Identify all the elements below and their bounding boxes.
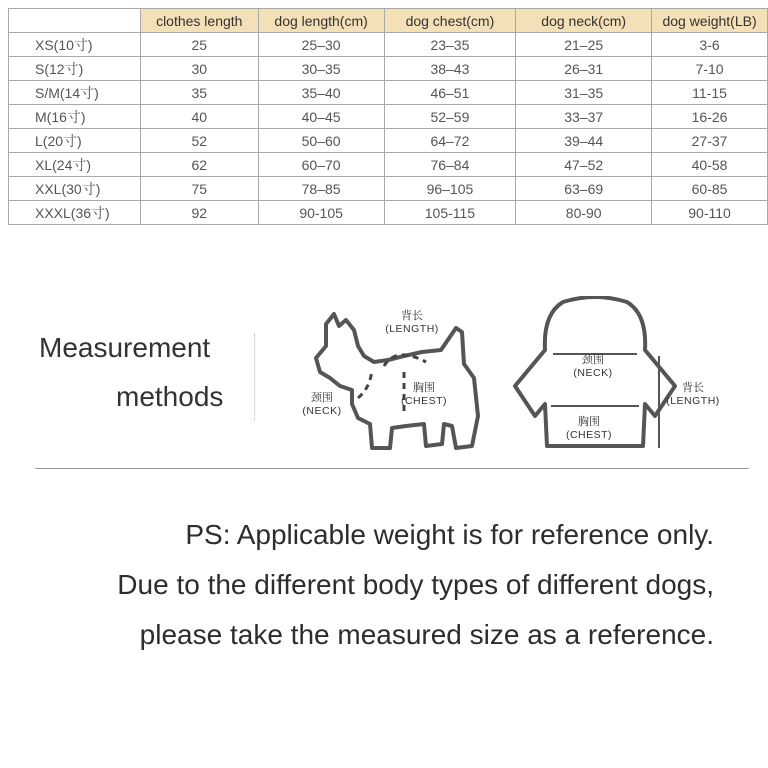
dog-weight-cell: 60-85 [652, 177, 768, 201]
table-row [9, 33, 768, 57]
dog-neck-cell: 80-90 [516, 201, 652, 225]
note-line-1: PS: Applicable weight is for reference only. [185, 519, 714, 550]
horizontal-divider [35, 468, 749, 469]
clothes-length-cell: 75 [140, 177, 258, 201]
clothes-length-cell: 30 [140, 57, 258, 81]
dog-weight-cell: 3-6 [652, 33, 768, 57]
dog-length-cell: 90-105 [258, 201, 384, 225]
dog-neck-cell: 26–31 [516, 57, 652, 81]
clothes-length-cell: 40 [140, 105, 258, 129]
header-blank-cell [9, 9, 141, 33]
size-cell: M(16寸) [9, 105, 141, 129]
header-dog-length: dog length(cm) [258, 9, 384, 33]
size-cell: S(12寸) [9, 57, 141, 81]
dotted-divider [254, 334, 255, 420]
dog-chest-en: (CHEST) [400, 395, 448, 407]
coat-chest-en: (CHEST) [565, 429, 613, 441]
coat-length-cn: 背长 [682, 382, 704, 394]
coat-measure-diagram [505, 296, 725, 456]
dog-length-cell: 35–40 [258, 81, 384, 105]
dog-measure-diagram [296, 306, 486, 456]
dog-chest-cell: 46–51 [384, 81, 516, 105]
coat-neck-en: (NECK) [573, 367, 613, 379]
dog-neck-cell: 63–69 [516, 177, 652, 201]
size-cell: XXXL(36寸) [9, 201, 141, 225]
table-row [9, 201, 768, 225]
dog-weight-cell: 90-110 [652, 201, 768, 225]
coat-neck-label [563, 354, 623, 380]
dog-length-cell: 30–35 [258, 57, 384, 81]
header-dog-neck: dog neck(cm) [516, 9, 652, 33]
dog-chest-cn: 胸围 [413, 382, 435, 394]
table-row [9, 57, 768, 81]
size-cell: XXL(30寸) [9, 177, 141, 201]
dog-neck-cn: 颈围 [311, 392, 333, 404]
header-clothes-length: clothes length [140, 9, 258, 33]
header-dog-chest: dog chest(cm) [384, 9, 516, 33]
dog-neck-en: (NECK) [302, 405, 342, 417]
size-cell: XL(24寸) [9, 153, 141, 177]
dog-chest-cell: 76–84 [384, 153, 516, 177]
table-row [9, 153, 768, 177]
clothes-length-cell: 35 [140, 81, 258, 105]
table-row [9, 177, 768, 201]
dog-neck-label [296, 392, 348, 418]
dog-chest-cell: 64–72 [384, 129, 516, 153]
dog-length-label [382, 310, 442, 336]
coat-length-en: (LENGTH) [666, 395, 720, 407]
dog-length-cn: 背长 [401, 310, 423, 322]
clothes-length-cell: 25 [140, 33, 258, 57]
table-header-row [9, 9, 768, 33]
note-line-3: please take the measured size as a reference. [139, 619, 714, 650]
size-cell: L(20寸) [9, 129, 141, 153]
dog-length-cell: 25–30 [258, 33, 384, 57]
dog-weight-cell: 40-58 [652, 153, 768, 177]
dog-neck-cell: 47–52 [516, 153, 652, 177]
measurement-title: Measurement [39, 332, 211, 363]
header-dog-weight: dog weight(LB) [652, 9, 768, 33]
measurement-subtitle: methods [116, 381, 224, 412]
dog-neck-cell: 21–25 [516, 33, 652, 57]
clothes-length-cell: 92 [140, 201, 258, 225]
dog-chest-label [396, 382, 452, 408]
dog-length-cell: 40–45 [258, 105, 384, 129]
dog-weight-cell: 16-26 [652, 105, 768, 129]
dog-length-cell: 50–60 [258, 129, 384, 153]
dog-length-cell: 60–70 [258, 153, 384, 177]
note-line-2: Due to the different body types of different dogs, [117, 569, 714, 600]
coat-neck-cn: 颈围 [582, 354, 604, 366]
coat-chest-cn: 胸围 [578, 416, 600, 428]
dog-chest-cell: 96–105 [384, 177, 516, 201]
dog-weight-cell: 27-37 [652, 129, 768, 153]
dog-chest-cell: 52–59 [384, 105, 516, 129]
table-row [9, 81, 768, 105]
dog-neck-cell: 39–44 [516, 129, 652, 153]
dog-length-en: (LENGTH) [385, 323, 439, 335]
dog-neck-cell: 31–35 [516, 81, 652, 105]
clothes-length-cell: 62 [140, 153, 258, 177]
dog-length-cell: 78–85 [258, 177, 384, 201]
coat-length-label [661, 382, 725, 408]
table-row [9, 129, 768, 153]
clothes-length-cell: 52 [140, 129, 258, 153]
dog-chest-cell: 38–43 [384, 57, 516, 81]
dog-chest-cell: 23–35 [384, 33, 516, 57]
table-row [9, 105, 768, 129]
coat-chest-label [557, 416, 621, 442]
dog-chest-cell: 105-115 [384, 201, 516, 225]
size-cell: XS(10寸) [9, 33, 141, 57]
dog-neck-cell: 33–37 [516, 105, 652, 129]
dog-weight-cell: 7-10 [652, 57, 768, 81]
size-cell: S/M(14寸) [9, 81, 141, 105]
size-chart-table [8, 8, 768, 225]
dog-weight-cell: 11-15 [652, 81, 768, 105]
